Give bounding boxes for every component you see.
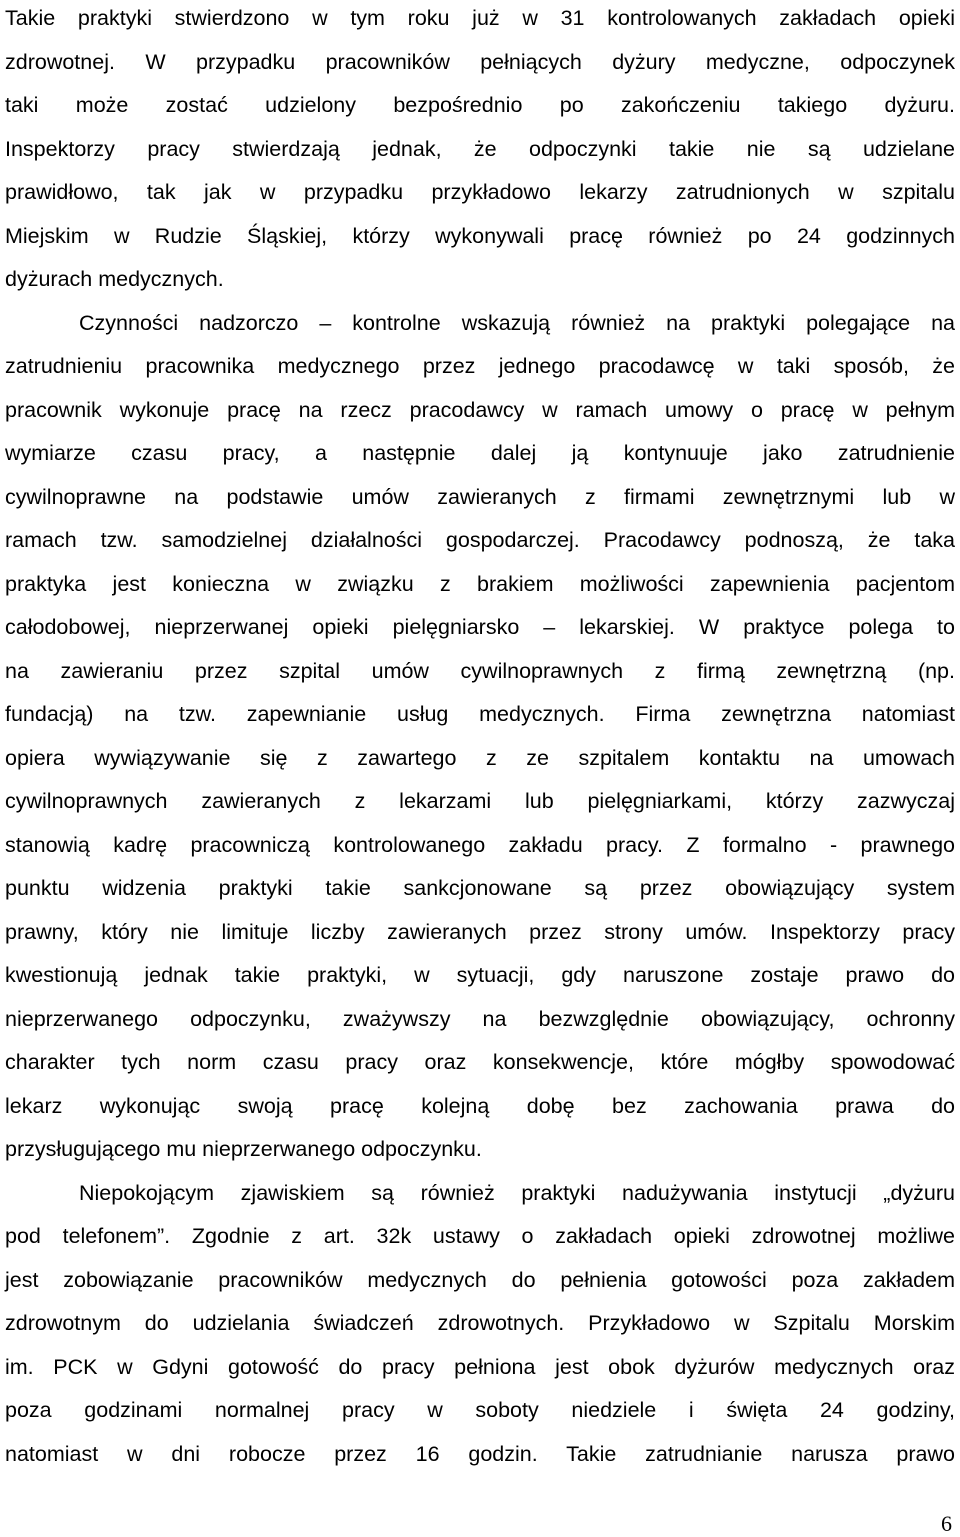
text-line: opiera wywiązywanie się z zawartego z ze szpitalem kontaktu na umowach [5,745,955,770]
text-line: nieprzerwanego odpoczynku, zważywszy na bezwzględnie obowiązujący, ochronny [5,1006,955,1031]
text-line: praktyka jest konieczna w związku z brakiem możliwości zapewnienia pacjentom [5,571,955,596]
text-line: Niepokojącym zjawiskiem są również praktyki nadużywania instytucji „dyżuru [79,1180,955,1205]
page-number: 6 [941,1511,952,1536]
text-line: Takie praktyki stwierdzono w tym roku już w 31 kontrolowanych zakładach opieki [5,6,955,30]
document-page [5,0,955,1476]
text-line: punktu widzenia praktyki takie sankcjonowane są przez obowiązujący system [5,876,955,900]
text-line: fundacją) na tzw. zapewnianie usług medycznych. Firma zewnętrzna natomiast [5,702,955,726]
text-line: cywilnoprawne na podstawie umów zawieranych z firmami zewnętrznymi lub w [5,484,955,509]
text-line: im. PCK w Gdyni gotowość do pracy pełniona jest obok dyżurów medycznych oraz [5,1354,955,1379]
text-line: prawidłowo, tak jak w przypadku przykładowo lekarzy zatrudnionych w szpitalu [5,180,955,204]
text-line: Miejskim w Rudzie Śląskiej, którzy wykonywali pracę również po 24 godzinnych [5,223,955,248]
text-line: na zawieraniu przez szpital umów cywilnoprawnych z firmą zewnętrzną (np. [5,658,955,683]
text-line: zdrowotnej. W przypadku pracowników pełniących dyżury medyczne, odpoczynek [5,49,955,74]
text-line: charakter tych norm czasu pracy oraz konsekwencje, które mógłby spowodować [5,1050,955,1074]
text-line: całodobowej, nieprzerwanej opieki pielęgniarsko – lekarskiej. W praktyce polega to [5,615,955,639]
text-line: lekarz wykonując swoją pracę kolejną dobę bez zachowania prawa do [5,1093,955,1118]
text-line: wymiarze czasu pracy, a następnie dalej ją kontynuuje jako zatrudnienie [5,441,955,465]
text-line: zdrowotnym do udzielania świadczeń zdrowotnych. Przykładowo w Szpitalu Morskim [5,1311,955,1335]
text-line: pracownik wykonuje pracę na rzecz pracodawcy w ramach umowy o pracę w pełnym [5,397,955,422]
text-line: natomiast w dni robocze przez 16 godzin. Takie zatrudnianie narusza prawo [5,1441,955,1466]
text-line: ramach tzw. samodzielnej działalności gospodarczej. Pracodawcy podnoszą, że taka [5,528,955,552]
text-line: stanowią kadrę pracowniczą kontrolowanego zakładu pracy. Z formalno - prawnego [5,832,955,857]
text-line: jest zobowiązanie pracowników medycznych do pełnienia gotowości poza zakładem [5,1267,955,1292]
text-line: przysługującego mu nieprzerwanego odpoczynku. [5,1137,482,1161]
text-line: prawny, który nie limituje liczby zawieranych przez strony umów. Inspektorzy pracy [5,919,955,944]
text-line: taki może zostać udzielony bezpośrednio po zakończeniu takiego dyżuru. [5,93,955,117]
text-line: kwestionują jednak takie praktyki, w sytuacji, gdy naruszone zostaje prawo do [5,963,955,987]
text-line: zatrudnieniu pracownika medycznego przez jednego pracodawcę w taki sposób, że [5,354,955,378]
text-line: poza godzinami normalnej pracy w soboty niedziele i święta 24 godziny, [5,1398,955,1422]
text-line: Czynności nadzorczo – kontrolne wskazują również na praktyki polegające na [79,310,955,335]
text-line: cywilnoprawnych zawieranych z lekarzami lub pielęgniarkami, którzy zazwyczaj [5,789,955,813]
text-line: dyżurach medycznych. [5,267,224,291]
text-line: Inspektorzy pracy stwierdzają jednak, że odpoczynki takie nie są udzielane [5,136,955,161]
text-line: pod telefonem”. Zgodnie z art. 32k ustawy o zakładach opieki zdrowotnej możliwe [5,1224,955,1248]
